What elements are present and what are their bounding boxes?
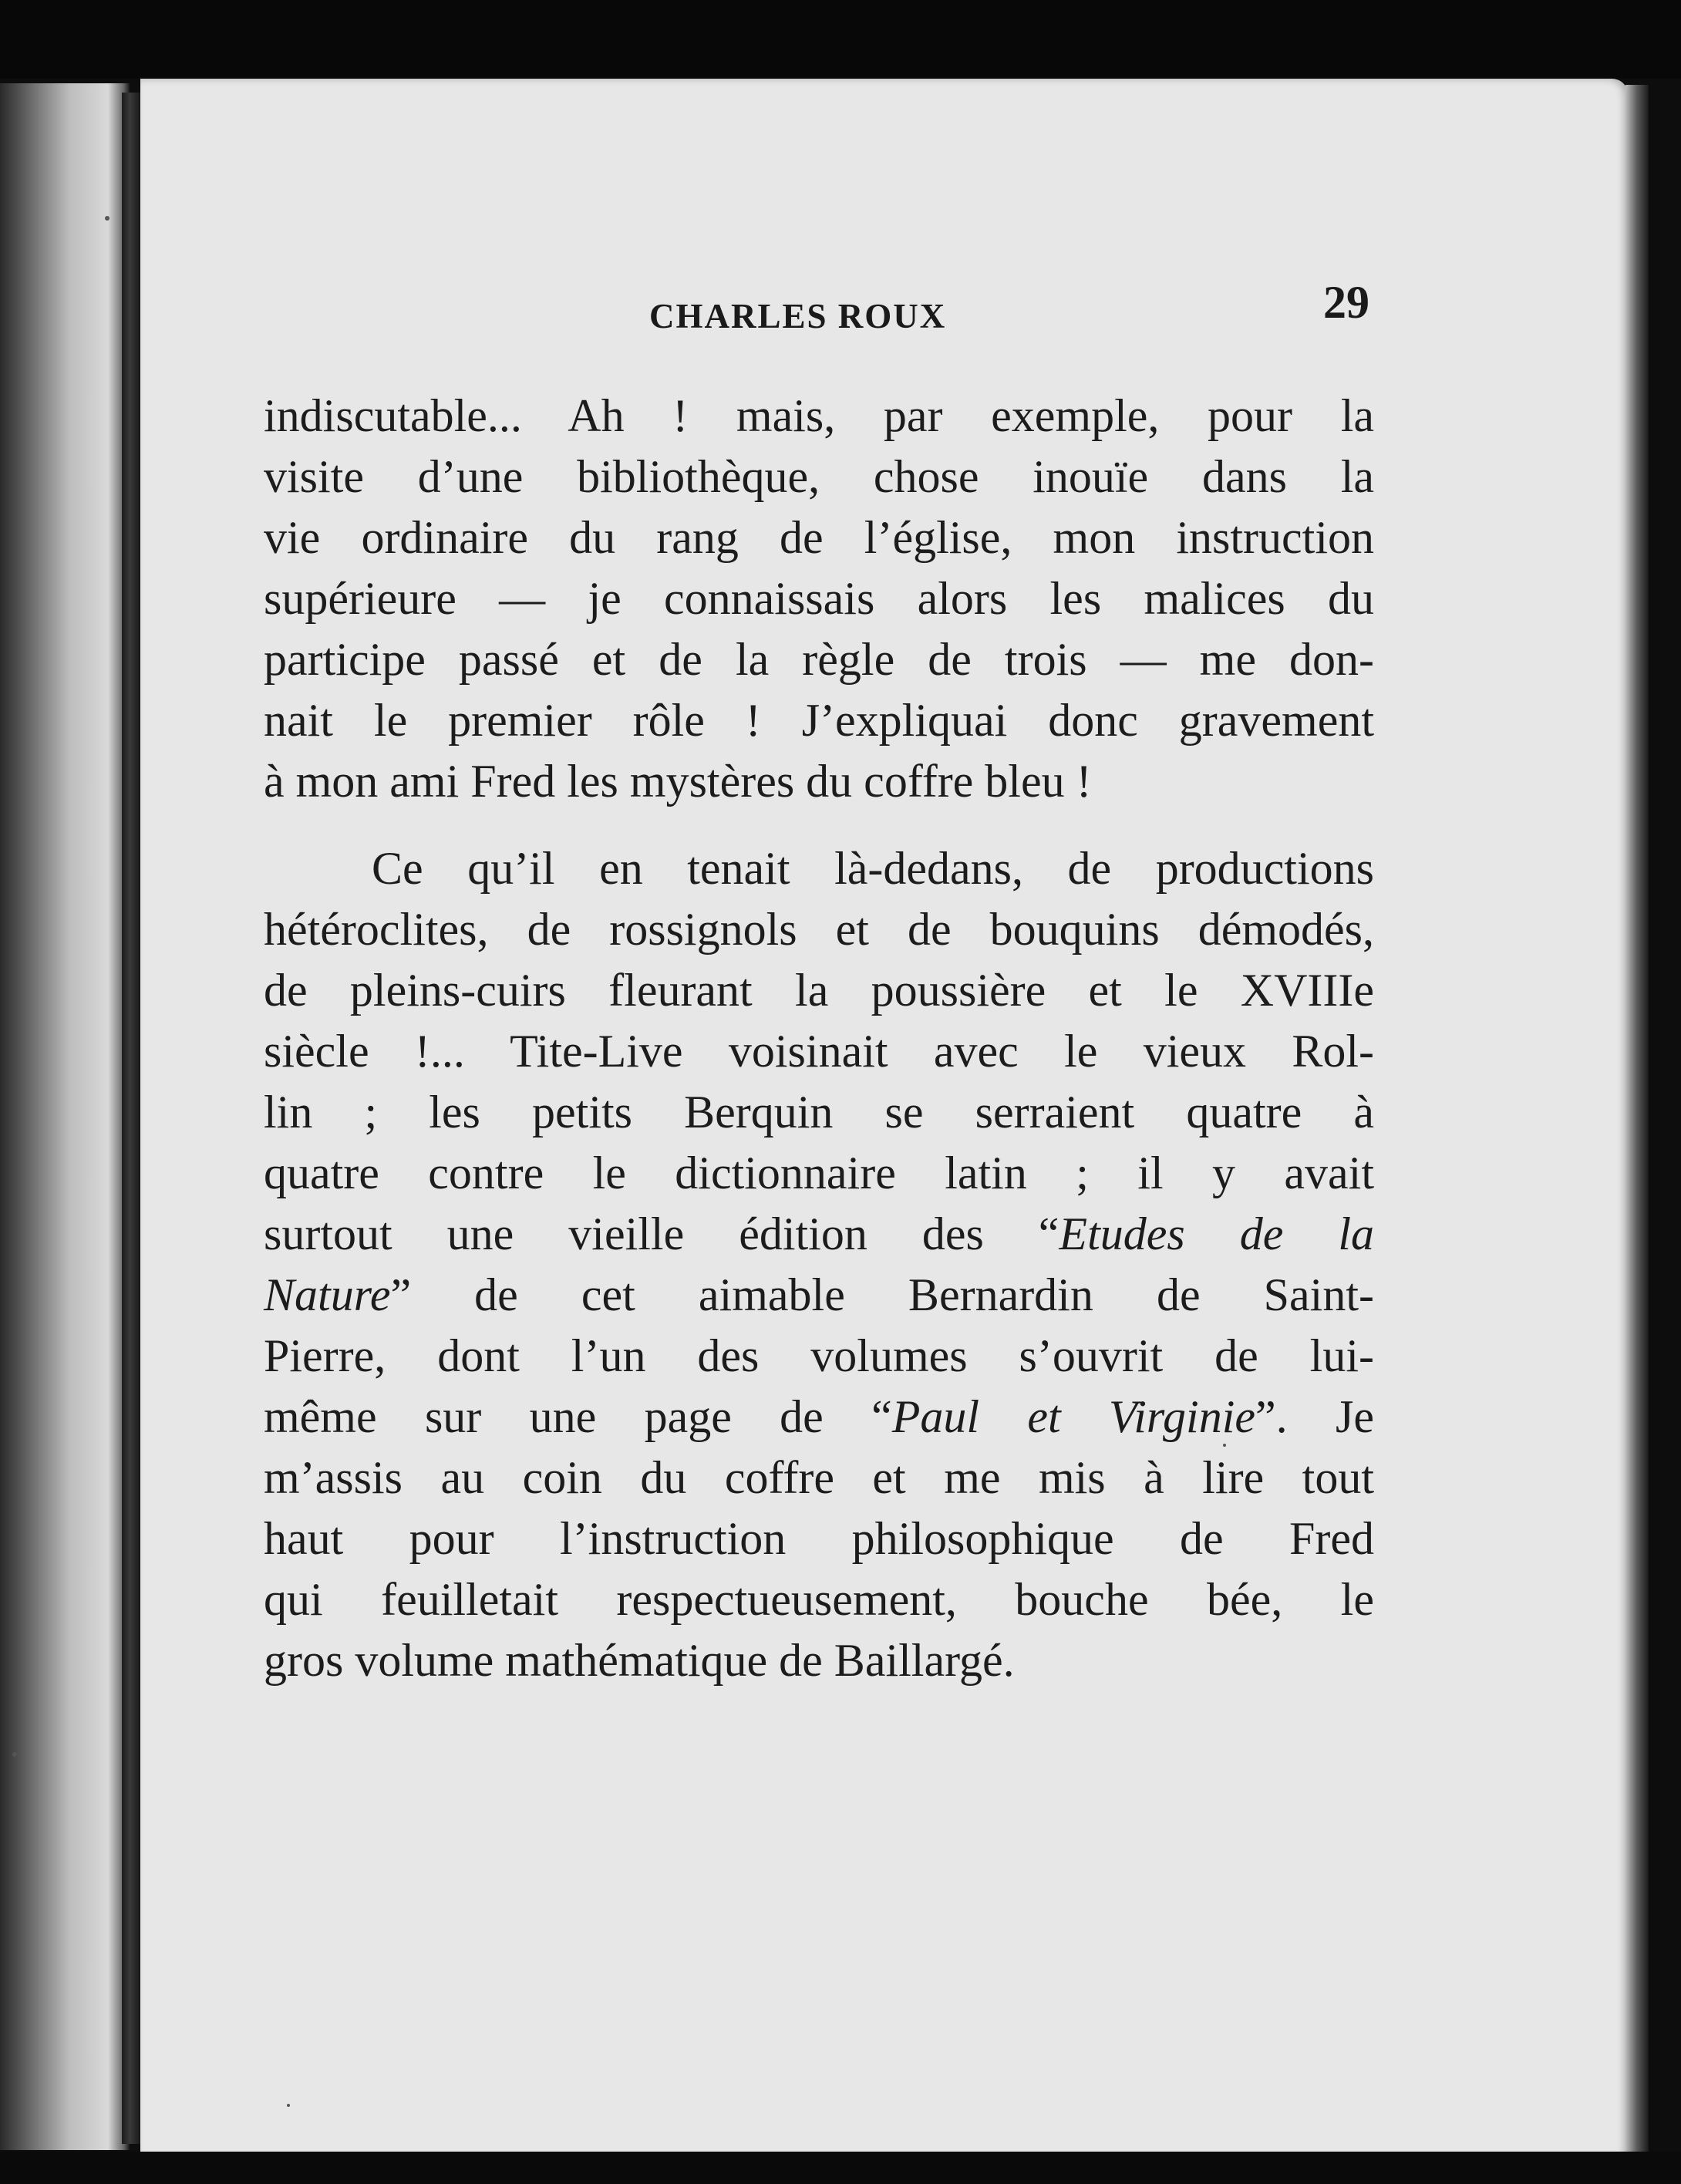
- text-line: hétéroclites, de rossignols et de bouquins démodés,: [264, 904, 1374, 955]
- text-line: m’assis au coin du coffre et me mis à lire tout: [264, 1452, 1374, 1503]
- text-line: indiscutable... Ah ! mais, par exemple, pour la: [264, 390, 1374, 441]
- text-line: supérieure — je connaissais alors les malices du: [264, 573, 1374, 624]
- text-run: ” de cet aimable Bernardin de Saint-: [390, 1269, 1374, 1320]
- text-line: Pierre, dont l’un des volumes s’ouvrit de lui-: [264, 1330, 1374, 1381]
- text-line: [264, 1387, 1374, 1448]
- text-run: surtout une vieille édition des “: [264, 1208, 1059, 1259]
- text-line: nait le premier rôle ! J’expliquai donc gravement: [264, 695, 1374, 746]
- text-line: lin ; les petits Berquin se serraient quatre à: [264, 1087, 1374, 1138]
- running-head: CHARLES ROUX: [649, 297, 947, 335]
- italic-title: Paul et Virginie: [891, 1391, 1256, 1442]
- text-line: de pleins-cuirs fleurant la poussière et le XVIIIe: [264, 965, 1374, 1016]
- text-line: à mon ami Fred les mystères du coffre bleu !: [264, 756, 1092, 807]
- text-run: même sur une page de “: [264, 1391, 892, 1442]
- text-line: vie ordinaire du rang de l’église, mon instruction: [264, 512, 1374, 563]
- text-line: [264, 1265, 1374, 1326]
- paragraph-gap: [264, 812, 1374, 838]
- scan-speck: [105, 216, 109, 221]
- page-fore-edge: [1625, 85, 1649, 2159]
- text-line: [264, 1204, 1374, 1265]
- text-line: Ce qu’il en tenait là-dedans, de productions: [372, 843, 1374, 894]
- scan-top-border: [0, 0, 1681, 79]
- text-line: qui feuilletait respectueusement, bouche bée, le: [264, 1574, 1374, 1625]
- italic-title: Etudes de la: [1059, 1208, 1374, 1259]
- page-number: 29: [1323, 277, 1369, 328]
- scan-bottom-border: [0, 2152, 1681, 2184]
- body-text: [264, 386, 1374, 1691]
- book-gutter: [122, 93, 142, 2144]
- text-line: gros volume mathématique de Baillargé.: [264, 1635, 1015, 1686]
- facing-page-edge: [0, 83, 130, 2150]
- text-line: siècle !... Tite-Live voisinait avec le vieux Rol-: [264, 1026, 1374, 1077]
- text-line: visite d’une bibliothèque, chose inouïe dans la: [264, 451, 1374, 502]
- scan-speck: [287, 2104, 290, 2107]
- text-line: participe passé et de la règle de trois — me don-: [264, 634, 1374, 685]
- text-line: haut pour l’instruction philosophique de Fred: [264, 1513, 1374, 1564]
- scan-speck: [12, 1752, 17, 1757]
- text-run: ”. Je: [1255, 1391, 1374, 1442]
- text-line: quatre contre le dictionnaire latin ; il y avait: [264, 1148, 1374, 1198]
- italic-title: Nature: [264, 1269, 391, 1320]
